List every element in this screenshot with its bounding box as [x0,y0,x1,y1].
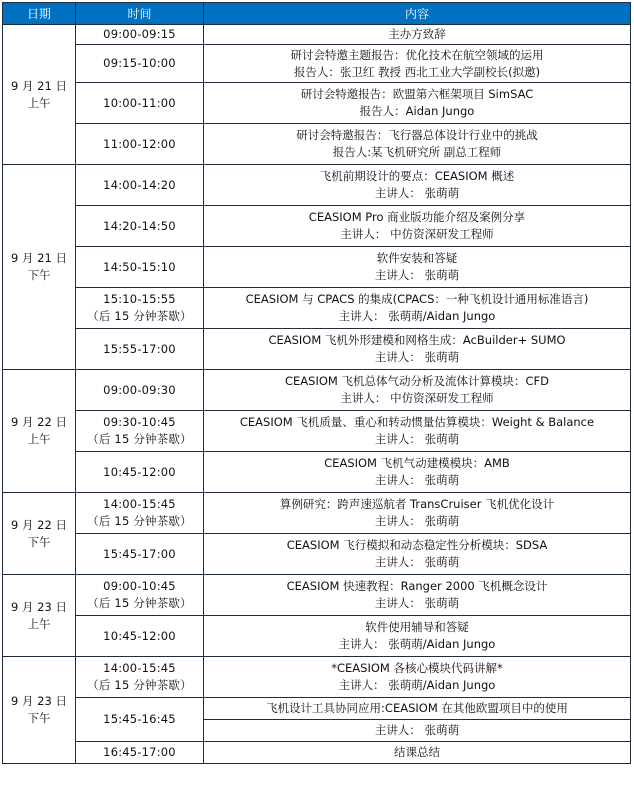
table-row [3,534,631,575]
header-content: 内容 [204,3,631,25]
content-cell: CEASIOM 飞机气动建模模块：AMB 主讲人： 张萌萌 [204,452,631,493]
table-row [3,742,631,764]
time-cell: 09:00-10:45 （后 15 分钟茶歇） [76,575,204,616]
header-date: 日期 [3,3,76,25]
time-cell: 10:45-12:00 [76,452,204,493]
date-cell: 9 月 23 日 下午 [3,657,76,764]
time-cell: 14:00-15:45 （后 15 分钟茶歇） [76,657,204,698]
table-row [3,493,631,534]
table-row [3,452,631,493]
content-cell: CEASIOM 飞机外形建模和网格生成：AcBuilder+ SUMO 主讲人： 张萌萌 [204,329,631,370]
date-cell: 9 月 22 日 下午 [3,493,76,575]
table-row [3,698,631,720]
table-row [3,45,631,83]
content-cell: CEASIOM Pro 商业版功能介绍及案例分享 主讲人： 中仿资深研发工程师 [204,206,631,247]
date-cell: 9 月 22 日 上午 [3,370,76,493]
time-cell: 15:10-15:55 （后 15 分钟茶歇） [76,288,204,329]
content-cell: 结课总结 [204,742,631,764]
table-row [3,25,631,45]
content-cell: *CEASIOM 各核心模块代码讲解* 主讲人： 张萌萌/Aidan Jungo [204,657,631,698]
table-row [3,165,631,206]
time-cell: 15:45-17:00 [76,534,204,575]
time-cell: 10:00-11:00 [76,83,204,124]
content-cell: 研讨会特邀报告：飞行器总体设计行业中的挑战 报告人:某飞机研究所 副总工程师 [204,124,631,165]
time-cell: 09:15-10:00 [76,45,204,83]
content-cell: CEASIOM 飞机质量、重心和转动惯量估算模块：Weight & Balance 主讲人： 张萌萌 [204,411,631,452]
content-cell: CEASIOM 快速教程：Ranger 2000 飞机概念设计 主讲人： 张萌萌 [204,575,631,616]
content-cell: 飞机设计工具协同应用:CEASIOM 在其他欧盟项目中的使用 [204,698,631,720]
time-cell: 14:00-15:45 （后 15 分钟茶歇） [76,493,204,534]
table-row [3,370,631,411]
content-cell: 飞机前期设计的要点：CEASIOM 概述 主讲人： 张萌萌 [204,165,631,206]
content-cell: 研讨会特邀报告：欧盟第六框架项目 SimSAC 报告人：Aidan Jungo [204,83,631,124]
table-row [3,124,631,165]
date-cell: 9 月 21 日 上午 [3,25,76,165]
time-cell: 14:50-15:10 [76,247,204,288]
content-cell: 软件使用辅导和答疑 主讲人： 张萌萌/Aidan Jungo [204,616,631,657]
time-cell: 10:45-12:00 [76,616,204,657]
date-cell: 9 月 21 日 下午 [3,165,76,370]
table-row [3,329,631,370]
table-row [3,657,631,698]
time-cell: 15:55-17:00 [76,329,204,370]
table-row [3,288,631,329]
time-cell: 14:00-14:20 [76,165,204,206]
table-row [3,616,631,657]
content-cell: 软件安装和答疑 主讲人： 张萌萌 [204,247,631,288]
table-row [3,206,631,247]
header-time: 时间 [76,3,204,25]
time-cell: 09:00-09:15 [76,25,204,45]
time-cell: 11:00-12:00 [76,124,204,165]
content-cell: CEASIOM 飞行模拟和动态稳定性分析模块：SDSA 主讲人： 张萌萌 [204,534,631,575]
time-cell: 15:45-16:45 [76,698,204,742]
time-cell: 14:20-14:50 [76,206,204,247]
table-row [3,575,631,616]
content-cell: CEASIOM 飞机总体气动分析及流体计算模块：CFD 主讲人： 中仿资深研发工程师 [204,370,631,411]
table-row [3,83,631,124]
content-cell: 主讲人： 张萌萌 [204,720,631,742]
table-row [3,247,631,288]
time-cell: 09:00-09:30 [76,370,204,411]
content-cell: 算例研究：跨声速巡航者 TransCruiser 飞机优化设计 主讲人： 张萌萌 [204,493,631,534]
header-row [3,3,631,25]
schedule-table [2,2,631,764]
table-row [3,411,631,452]
content-cell: 研讨会特邀主题报告：优化技术在航空领域的运用 报告人：张卫红 教授 西北工业大学副校长(拟邀) [204,45,631,83]
time-cell: 09:30-10:45 （后 15 分钟茶歇） [76,411,204,452]
content-cell: 主办方致辞 [204,25,631,45]
date-cell: 9 月 23 日 上午 [3,575,76,657]
content-cell: CEASIOM 与 CPACS 的集成(CPACS：一种飞机设计通用标准语言) 主讲人： 张萌萌/Aidan Jungo [204,288,631,329]
time-cell: 16:45-17:00 [76,742,204,764]
